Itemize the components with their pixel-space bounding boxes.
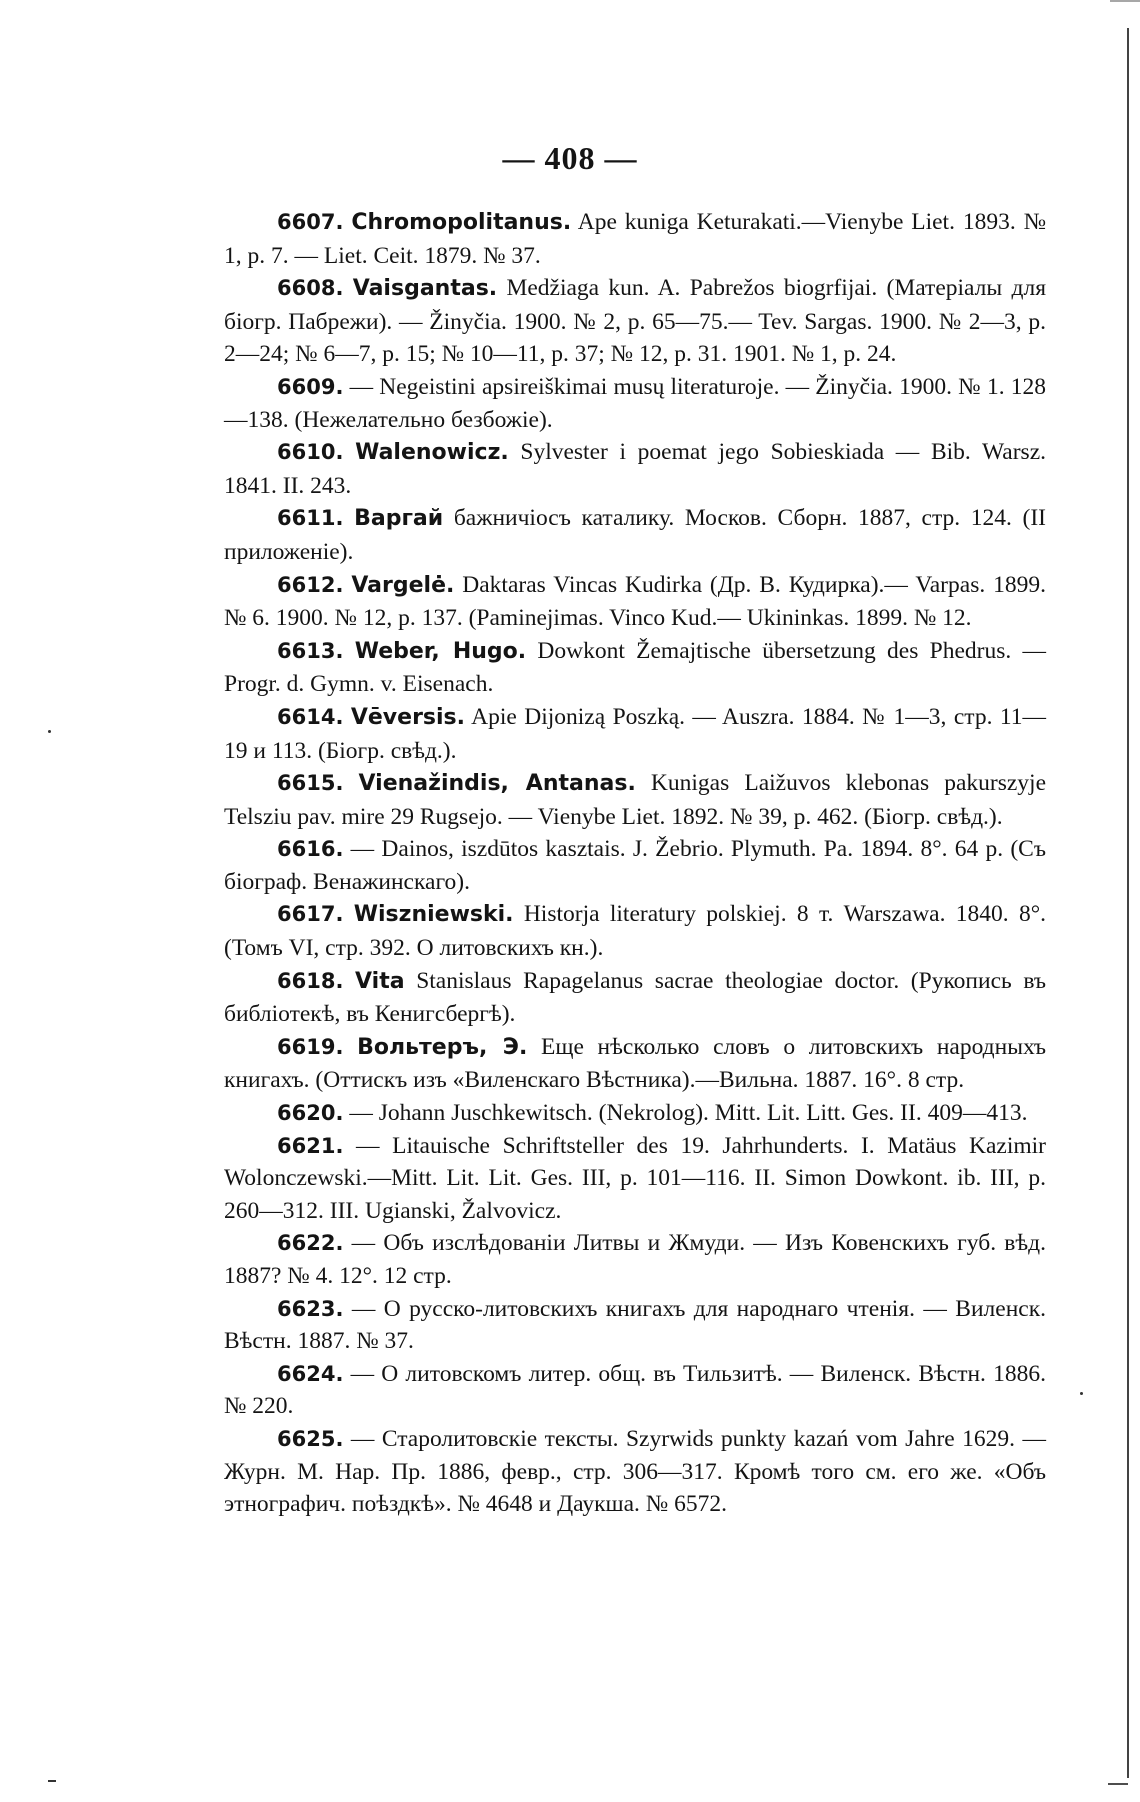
bibliography-entry: [224, 965, 1046, 1031]
bibliography-entry: [224, 1227, 1046, 1292]
entry-author: Vēversis.: [350, 704, 466, 730]
entry-text: — Объ изслѣдованіи Литвы и Жмуди. — Изъ Ковенскихъ губ. вѣд. 1887? № 4. 12°. 12 стр.: [224, 1230, 1046, 1289]
bibliography-entry: [224, 701, 1046, 767]
bibliography-entry: [224, 371, 1046, 436]
entry-text: — Johann Juschkewitsch. (Nekrolog). Mitt. Lit. Litt. Ges. II. 409—413.: [343, 1100, 1028, 1127]
entry-author: Vaisgantas.: [352, 276, 498, 302]
bibliography-entry: [224, 767, 1046, 833]
entry-number: 6609.: [277, 374, 344, 399]
entry-text: Historja literatury polskiej. 8 т. Warszawa. 1840. 8°. (Томъ VI, стр. 392. О литовскихъ кн.).: [224, 901, 1046, 962]
entry-text: — О русско-литовскихъ книгахъ для народнаго чтенія. — Виленск. Вѣстн. 1887. № 37.: [224, 1295, 1046, 1355]
entry-number: 6617.: [277, 902, 344, 927]
scan-edge-bottom: [1108, 1783, 1128, 1785]
bibliography-entry: [224, 206, 1046, 272]
entry-author: Walenowicz.: [355, 440, 509, 466]
bibliography-entry: [224, 1293, 1046, 1358]
bibliography-entry: [224, 1358, 1046, 1423]
page-number: — 408 —: [502, 140, 638, 176]
entry-text: — Litauische Schriftsteller des 19. Jahrhunderts. I. Matäus Kazimir Wolonczewski.—Mitt. Lit. Lit. Ges. III, p. 101—116. II. Simon Dowkont. ib. III, p. 260—312. III. Ugianski, Žalvovicz.: [224, 1132, 1046, 1224]
scan-speck: [48, 1780, 56, 1782]
bibliography-entry: [224, 1130, 1046, 1228]
entry-author: Weber, Hugo.: [354, 638, 527, 664]
bibliography-entry: [224, 272, 1046, 371]
bibliography-entry: [224, 1097, 1046, 1130]
entry-text: Apie Dijonizą Poszką. — Auszra. 1884. № 1—3, стр. 11—19 и 113. (Біогр. свѣд.).: [224, 703, 1047, 764]
entry-number: 6615.: [277, 771, 344, 796]
entry-number: 6612.: [277, 572, 344, 597]
entry-text: Medžiaga kun. A. Pabrežos biogrfijai. (Матеріалы для біогр. Пабрежи). — Žinyčia. 1900. № 2, p. 65—75.— Tev. Sargas. 1900. № 2—3, p. 2—24; № 6—7, p. 15; № 10—11, p. 37; № 12, p. 31. 1901. № 1, p. 24.: [224, 275, 1046, 368]
scan-speck: [48, 730, 51, 733]
entry-text: Kunigas Laižuvos klebonas pakurszyje Telsziu pav. mire 29 Rugsejo. — Vienybe Liet. 1892. № 39, p. 462. (Біогр. свѣд.).: [224, 770, 1047, 830]
entry-text: — О литовскомъ литер. общ. въ Тильзитѣ. — Виленск. Вѣстн. 1886. № 220.: [224, 1360, 1046, 1420]
entry-number: 6608.: [277, 276, 344, 301]
bibliography-entry: [224, 502, 1046, 568]
entry-number: 6623.: [277, 1296, 344, 1321]
entry-number: 6611.: [277, 506, 344, 531]
entry-number: 6613.: [277, 638, 344, 663]
bibliography-entries: [224, 206, 1046, 1521]
entry-author: Wiszniewski.: [353, 902, 514, 928]
entry-number: 6624.: [277, 1361, 344, 1386]
entry-number: 6622.: [277, 1231, 344, 1256]
bibliography-entry: [224, 436, 1046, 502]
entry-text: Dowkont Žemajtische übersetzung des Phedrus. — Progr. d. Gymn. v. Eisenach.: [224, 637, 1047, 698]
entry-author: Vienažindis, Antanas.: [358, 771, 636, 797]
scan-edge-top: [1110, 0, 1140, 2]
entry-text: Stanislaus Rapagelanus sacrae theologiae doctor. (Рукопись въ библіотекѣ, въ Кенигсбергѣ).: [224, 967, 1046, 1028]
entry-text: Еще нѣсколько словъ о литовскихъ народныхъ книгахъ. (Оттискъ изъ «Виленскаго Вѣстника).—Вильна. 1887. 16°. 8 стр.: [224, 1033, 1046, 1094]
entry-author: Chromopolitanus.: [351, 210, 572, 235]
entry-text: Ape kuniga Keturakati.—Vienybe Liet. 1893. № 1, p. 7. — Liet. Ceit. 1879. № 37.: [224, 209, 1046, 269]
bibliography-entry: [224, 569, 1046, 635]
bibliography-entry: [224, 1031, 1046, 1097]
scan-speck: [1080, 1392, 1083, 1395]
scan-edge-right: [1127, 28, 1129, 1778]
entry-text: бажничіосъ каталику. Москов. Сборн. 1887, стр. 124. (II приложеніе).: [224, 505, 1047, 565]
entry-text: Sylvester i poemat jego Sobieskiada — Bib. Warsz. 1841. II. 243.: [224, 439, 1047, 499]
bibliography-entry: [224, 635, 1046, 701]
entry-text: Daktaras Vincas Kudirka (Др. В. Кудирка).— Varpas. 1899. № 6. 1900. № 12, p. 137. (Paminejimas. Vinco Kud.— Ukininkas. 1899. № 12.: [224, 571, 1046, 632]
entry-number: 6607.: [277, 210, 344, 234]
entry-author: Vita: [355, 968, 405, 994]
entry-number: 6621.: [277, 1133, 344, 1158]
entry-number: 6614.: [277, 704, 344, 729]
entry-author: Вольтеръ, Э.: [357, 1034, 528, 1060]
entry-text: — Старолитовскіе тексты. Szyrwids punkty kazań vom Jahre 1629. — Журн. М. Нар. Пр. 1886, февр., стр. 306—317. Кромѣ того см. его же. «Объ этнографич. поѣздкѣ». № 4648 и Даукша. № 6572.: [224, 1425, 1046, 1518]
entry-number: 6618.: [277, 968, 344, 993]
entry-number: 6619.: [277, 1034, 344, 1059]
entry-text: — Negeistini apsireiškimai musų literaturoje. — Žinyčia. 1900. № 1. 128—138. (Нежелательно безбожіе).: [224, 373, 1046, 433]
bibliography-entry: [224, 1423, 1046, 1521]
bibliography-entry: [224, 833, 1046, 898]
entry-number: 6616.: [277, 837, 344, 862]
entry-author: Vargelė.: [351, 572, 455, 598]
entry-author: Варгай: [354, 506, 444, 532]
entry-number: 6625.: [277, 1426, 344, 1451]
entry-number: 6620.: [277, 1101, 344, 1126]
entry-number: 6610.: [277, 440, 344, 465]
entry-text: — Dainos, iszdūtos kasztais. J. Žebrio. Plymuth. Pa. 1894. 8°. 64 p. (Съ біограф. Венажинскаго).: [224, 836, 1046, 895]
bibliography-entry: [224, 898, 1046, 964]
